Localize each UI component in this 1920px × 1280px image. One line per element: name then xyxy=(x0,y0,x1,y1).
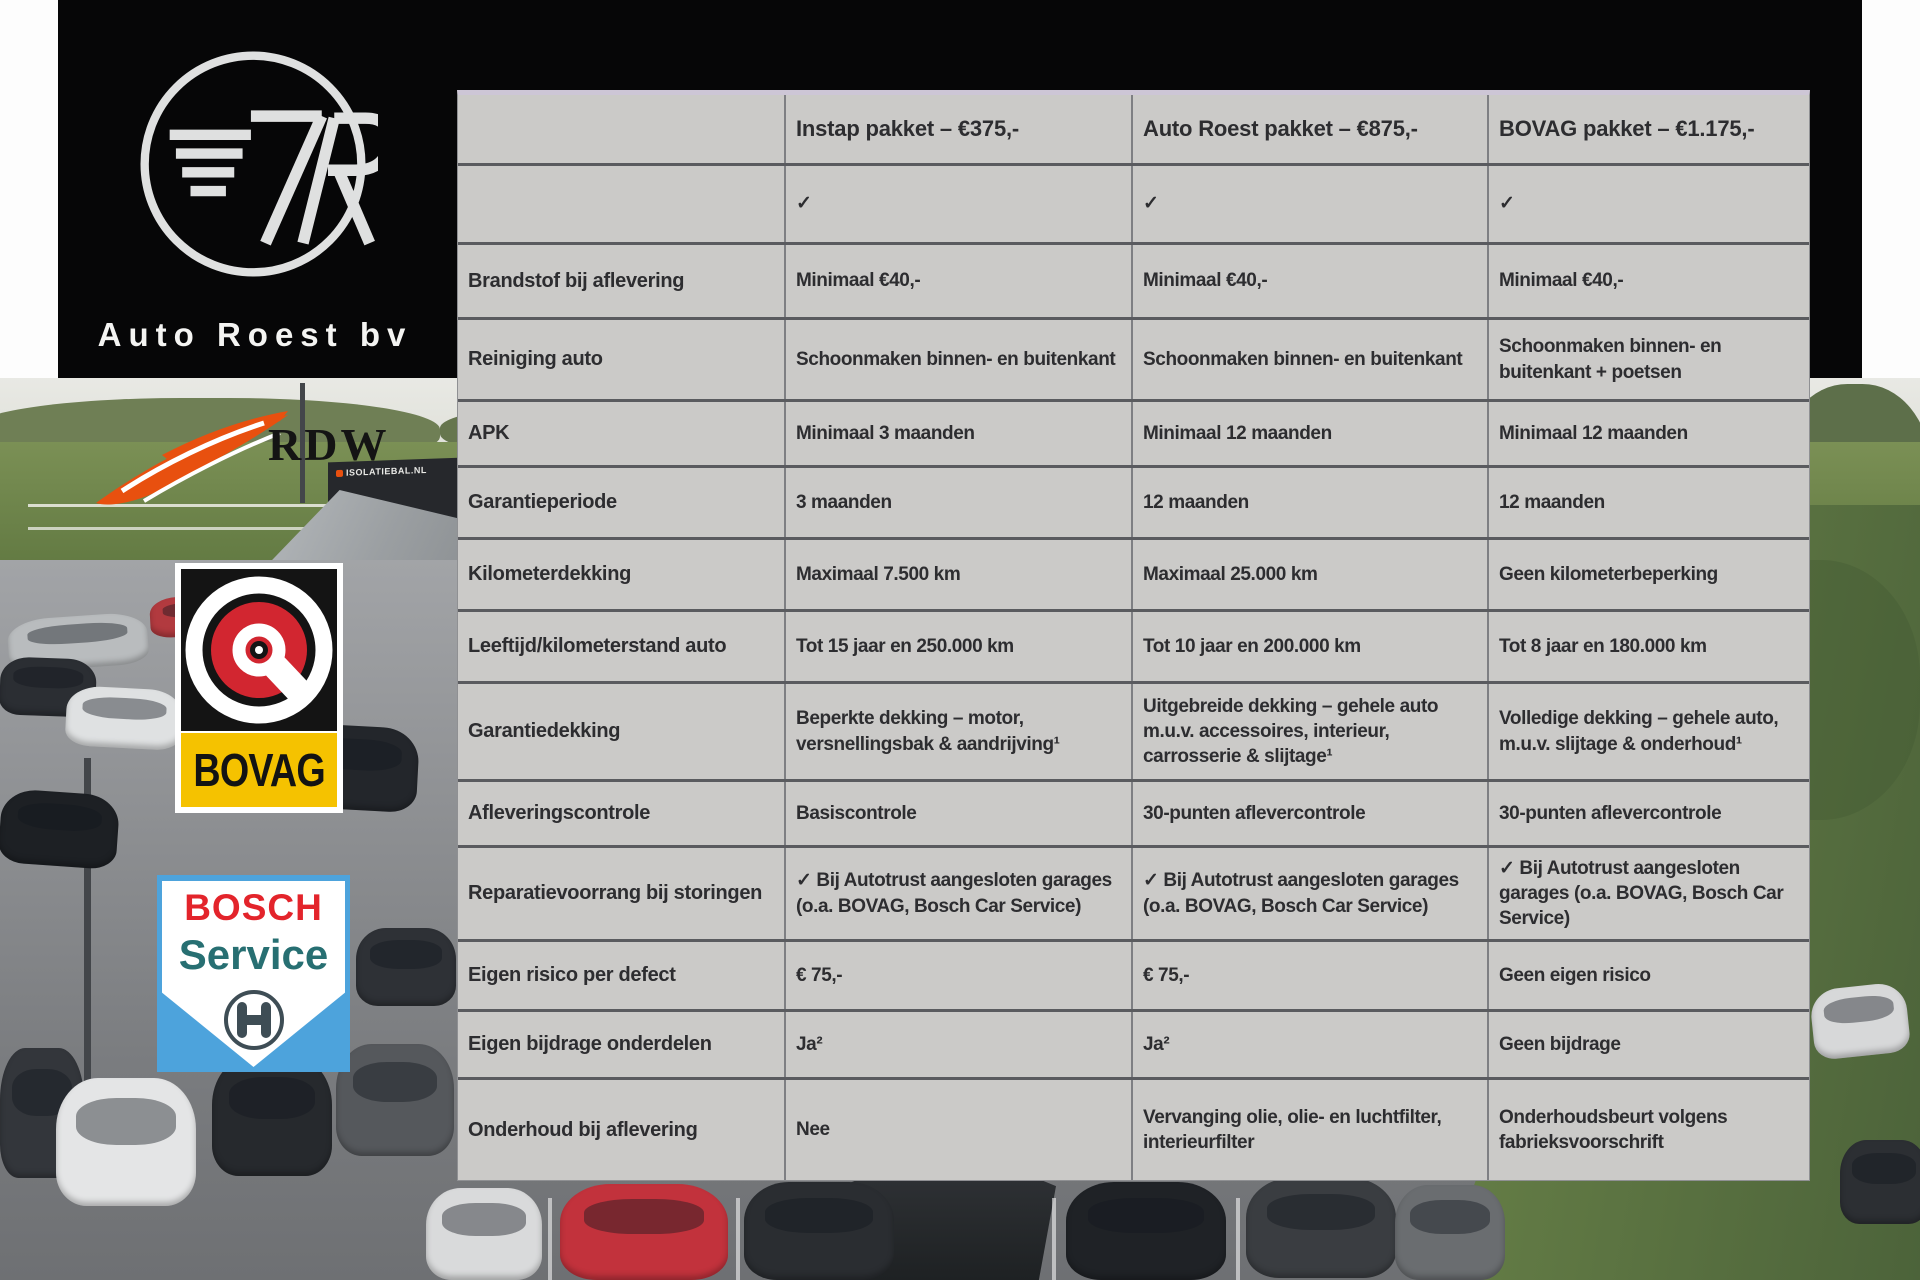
car xyxy=(560,1184,728,1280)
rdw-logo xyxy=(92,404,412,516)
table-row xyxy=(458,779,1809,845)
left-margin xyxy=(0,0,58,378)
parking-line xyxy=(736,1198,740,1280)
bovag-wrench-icon xyxy=(181,569,337,731)
cell-value: 3 maanden xyxy=(784,468,1131,537)
car xyxy=(1840,1140,1920,1224)
cell-value: € 75,- xyxy=(1131,942,1487,1009)
cell-value: Ja² xyxy=(784,1012,1131,1077)
car xyxy=(1066,1182,1226,1280)
cell-value: Vervanging olie, olie- en luchtfilter, interieurfilter xyxy=(1131,1080,1487,1180)
parking-line xyxy=(1236,1198,1240,1280)
row-label: Garantiedekking xyxy=(468,720,621,743)
table-row xyxy=(458,681,1809,779)
row-label: Reparatievoorrang bij storingen xyxy=(468,882,763,905)
header-cell-auto-roest: Auto Roest pakket – €875,- xyxy=(1131,95,1487,163)
row-label: Onderhoud bij aflevering xyxy=(468,1118,698,1141)
row-label: Reiniging auto xyxy=(468,348,603,371)
row-label: Leeftijd/kilometerstand auto xyxy=(468,635,727,658)
cell-value: Uitgebreide dekking – gehele auto m.u.v. accessoires, interieur, carrosserie & slijtage¹ xyxy=(1131,684,1487,779)
cell-value: ✓ xyxy=(784,166,1131,242)
table-row xyxy=(458,317,1809,399)
cell-value: Schoonmaken binnen- en buitenkant + poetsen xyxy=(1487,320,1811,399)
table-row xyxy=(458,537,1809,609)
car xyxy=(212,1058,332,1176)
cell-value: Tot 8 jaar en 180.000 km xyxy=(1487,612,1811,681)
cell-value: Maximaal 25.000 km xyxy=(1131,540,1487,609)
row-label: Afleveringscontrole xyxy=(468,802,651,825)
header-cell-empty xyxy=(458,95,784,163)
cell-value: ✓ Bij Autotrust aangesloten garages (o.a. BOVAG, Bosch Car Service) xyxy=(784,848,1131,939)
cell-value: Tot 15 jaar en 250.000 km xyxy=(784,612,1131,681)
brand-name: Auto Roest bv xyxy=(97,316,413,353)
building-sign-text: ISOLATIEBAL.NL xyxy=(336,465,427,478)
row-label: Kilometerdekking xyxy=(468,563,632,586)
table-row xyxy=(458,609,1809,681)
cell-value: 30-punten aflevercontrole xyxy=(1487,782,1811,845)
table-row xyxy=(458,242,1809,317)
cell-value: Volledige dekking – gehele auto, m.u.v. slijtage & onderhoud¹ xyxy=(1487,684,1811,779)
row-label xyxy=(458,166,784,242)
row-label: Brandstof bij aflevering xyxy=(468,269,685,292)
car xyxy=(1809,981,1912,1061)
header-cell-instap: Instap pakket – €375,- xyxy=(784,95,1131,163)
cell-value: 12 maanden xyxy=(1487,468,1811,537)
bosch-service-logo xyxy=(157,875,350,1072)
car xyxy=(56,1078,196,1206)
cell-value: Minimaal €40,- xyxy=(1487,245,1811,317)
table-row xyxy=(458,163,1809,242)
table-row xyxy=(458,939,1809,1009)
auto-roest-monogram-icon xyxy=(128,24,378,304)
cell-value: Tot 10 jaar en 200.000 km xyxy=(1131,612,1487,681)
car xyxy=(744,1182,894,1280)
cell-value: Geen kilometerbeperking xyxy=(1487,540,1811,609)
row-label: Garantieperiode xyxy=(468,491,617,514)
table-row xyxy=(458,845,1809,939)
cell-value: Geen eigen risico xyxy=(1487,942,1811,1009)
car xyxy=(0,788,120,870)
cell-value: Minimaal €40,- xyxy=(1131,245,1487,317)
car xyxy=(426,1188,542,1280)
car xyxy=(1246,1178,1396,1278)
bovag-logo xyxy=(175,563,343,813)
row-label: APK xyxy=(468,422,510,445)
cell-value: ✓ Bij Autotrust aangesloten garages (o.a. BOVAG, Bosch Car Service) xyxy=(1131,848,1487,939)
cell-value: € 75,- xyxy=(784,942,1131,1009)
cell-value: Maximaal 7.500 km xyxy=(784,540,1131,609)
cell-value: 12 maanden xyxy=(1131,468,1487,537)
cell-value: Schoonmaken binnen- en buitenkant xyxy=(1131,320,1487,399)
cell-value: Beperkte dekking – motor, versnellingsbak & aandrijving¹ xyxy=(784,684,1131,779)
table-row xyxy=(458,1077,1809,1180)
parking-line xyxy=(1052,1198,1056,1280)
rdw-wordmark: RDW xyxy=(268,419,390,470)
cell-value: Nee xyxy=(784,1080,1131,1180)
bovag-wordmark: BOVAG xyxy=(193,744,325,796)
table-body xyxy=(458,163,1809,1180)
header-cell-bovag: BOVAG pakket – €1.175,- xyxy=(1487,95,1811,163)
right-margin xyxy=(1862,0,1920,378)
table-header-row xyxy=(458,95,1809,163)
cell-value: Minimaal 12 maanden xyxy=(1131,402,1487,465)
table-row xyxy=(458,399,1809,465)
row-label: Eigen bijdrage onderdelen xyxy=(468,1033,712,1056)
table-row xyxy=(458,465,1809,537)
cell-value: Minimaal 12 maanden xyxy=(1487,402,1811,465)
row-label: Eigen risico per defect xyxy=(468,964,676,987)
cell-value: ✓ xyxy=(1131,166,1487,242)
rdw-swoosh-icon xyxy=(92,404,292,516)
bosch-wordmark: BOSCH xyxy=(184,887,323,928)
cell-value: 30-punten aflevercontrole xyxy=(1131,782,1487,845)
car xyxy=(336,1044,454,1156)
car xyxy=(1395,1185,1505,1280)
cell-value: ✓ xyxy=(1487,166,1811,242)
car xyxy=(356,928,456,1006)
bosch-service-wordmark: Service xyxy=(178,931,329,978)
bovag-band xyxy=(181,733,337,807)
car xyxy=(65,685,184,751)
cell-value: Minimaal €40,- xyxy=(784,245,1131,317)
auto-roest-logo xyxy=(128,24,378,309)
table-row xyxy=(458,1009,1809,1077)
bosch-armature-icon xyxy=(221,987,287,1053)
cell-value: Minimaal 3 maanden xyxy=(784,402,1131,465)
package-comparison-table xyxy=(457,90,1810,1181)
cell-value: Geen bijdrage xyxy=(1487,1012,1811,1077)
cell-value: Onderhoudsbeurt volgens fabrieksvoorschrift xyxy=(1487,1080,1811,1180)
parking-line xyxy=(548,1198,552,1280)
cell-value: Schoonmaken binnen- en buitenkant xyxy=(784,320,1131,399)
cell-value: Basiscontrole xyxy=(784,782,1131,845)
cell-value: Ja² xyxy=(1131,1012,1487,1077)
cell-value: ✓ Bij Autotrust aangesloten garages (o.a. BOVAG, Bosch Car Service) xyxy=(1487,848,1811,939)
